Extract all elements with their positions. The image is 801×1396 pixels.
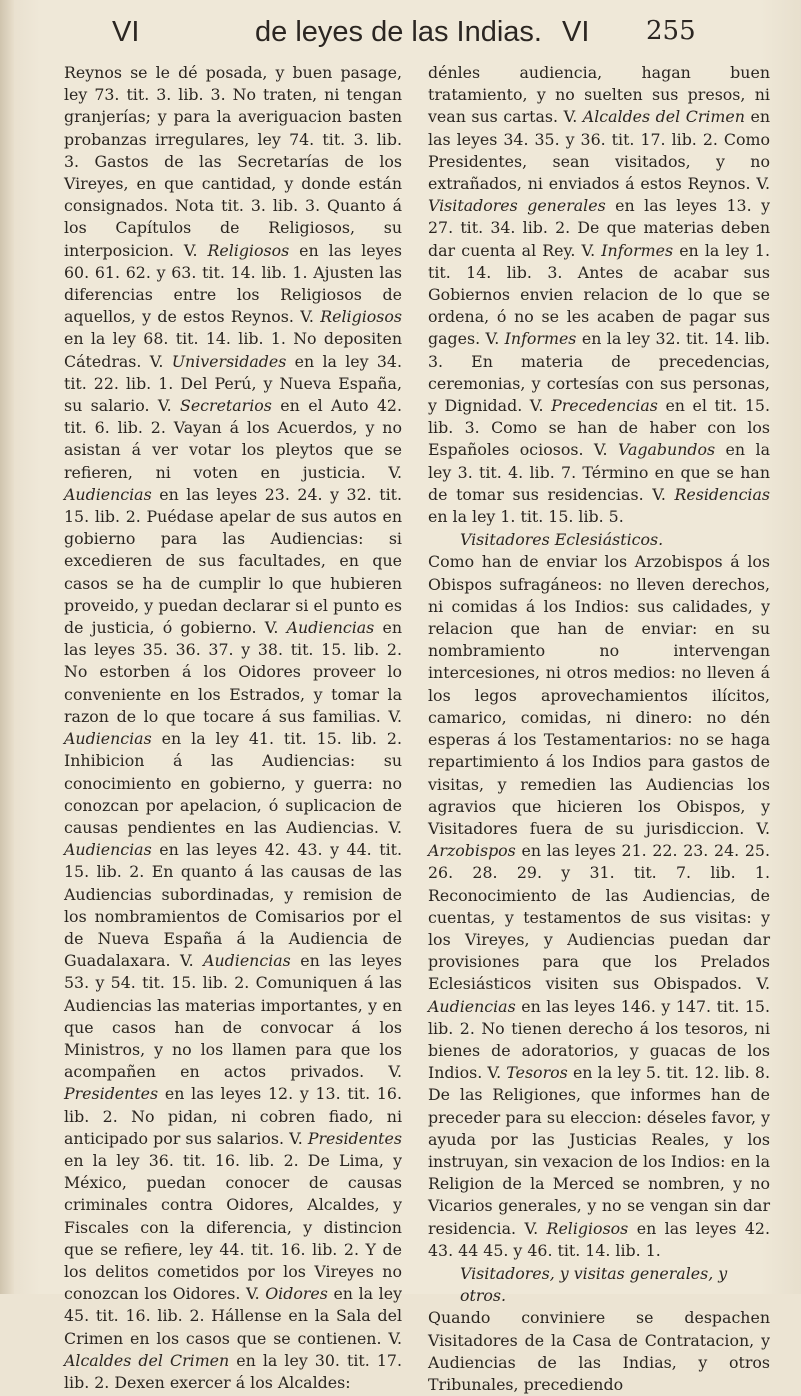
text-run: en la ley 32. tit. 14. lib. 3. En materia de precedencias, ceremonias, y cortesías con sus personas, y Dignidad. V. (428, 329, 770, 416)
left-column (64, 62, 402, 1394)
text-run: en las leyes 21. 22. 23. 24. 25. 26. 28. 29. y 31. tit. 7. lib. 1. Reconocimiento de las Audiencias, de cuentas, y testamentos de sus visitas: y los Vireyes, y Audiencias puedan dar provisiones para que los Prelados Eclesiásticos visiten sus Obispados. V. (428, 841, 770, 994)
italic-reference: Presidentes (64, 1084, 159, 1104)
italic-reference: Oidores (265, 1284, 328, 1304)
paragraph (428, 1307, 770, 1396)
paragraph (64, 62, 402, 1394)
text-run: en las leyes 146. y 147. tit. 15. lib. 2. No tienen derecho á los tesoros, ni bienes de adoratorios, y guacas de los Indios. V. (428, 996, 770, 1083)
italic-reference: Precedencias (551, 396, 658, 416)
section-subheading (428, 529, 770, 551)
text-run: en la ley 1. tit. 14. lib. 3. Antes de acabar sus Gobiernos envien relacion de lo que se ordena, ó no se les acaben de pagar sus gages. V. (428, 240, 770, 349)
running-header (70, 6, 770, 56)
italic-reference: Audiencias (428, 996, 516, 1016)
text-run: en las leyes 12. y 13. tit. 16. lib. 2. No pidan, ni cobren fiado, ni anticipado por sus salarios. V. (64, 1084, 402, 1148)
text-run: en las leyes 60. 61. 62. y 63. tit. 14. lib. 1. Ajusten las diferencias entre los Religiosos de aquellos, y de estos Reynos. V. (64, 240, 402, 327)
text-run: en las leyes 35. 36. 37. y 38. tit. 15. lib. 2. No estorben á los Oidores proveer lo conveniente en los Estrados, y tomar la razon de lo que tocare á sus familias. V. (64, 618, 403, 726)
header-section-right: VI (562, 16, 590, 48)
italic-reference: Religiosos (320, 307, 402, 327)
text-run: en el Auto 42. tit. 6. lib. 2. Vayan á los Acuerdos, y no asistan á ver votar los pleytos que se refieren, ni voten en justicia. V. (64, 396, 402, 482)
text-run: en el tit. 15. lib. 3. Como se han de haber con los Españoles ociosos. V. (428, 396, 770, 460)
italic-reference: Visitadores generales (428, 196, 606, 216)
page-number: 255 (646, 16, 696, 46)
italic-reference: Arzobispos (428, 841, 516, 861)
italic-reference: Informes (601, 240, 674, 260)
italic-reference: Religiosos (207, 240, 290, 260)
section-subheading (428, 1263, 770, 1307)
text-run: Reynos se le dé posada, y buen pasage, ley 73. tit. 3. lib. 3. No traten, ni tengan granjerías; y para la averiguacion basten probanzas irregulares, ley 74. tit. 3. lib. 3. Gastos de las Secretarías de los Vireyes, en que cantidad, y donde están consignados. Nota tit. 3. lib. 3. Quanto á los Capítulos de Religiosos, su interposicion. V. (64, 63, 402, 260)
paragraph (428, 62, 770, 528)
italic-reference: Presidentes (307, 1128, 402, 1148)
text-run: en las leyes 42. 43. 44 45. y 46. tit. 14. lib. 1. (428, 1218, 770, 1260)
text-run: Como han de enviar los Arzobispos á los Obispos sufragáneos: no lleven derechos, ni comidas á los Indios: sus calidades, y relacion que han de enviar: en su nombramiento no intervengan intercesiones, ni otros medios: no lleven á los legos aprovechamientos ilícitos, camarico, comidas, ni dinero: no dén esperas á los Testamentarios: no se haga repartimiento á los Indios para gastos de visitas, y remedien las Audiencias los agravios que hicieren los Obispos, y Visitadores fuera de su jurisdiccion. V. (428, 552, 770, 838)
italic-reference: Audiencias (286, 618, 375, 638)
text-run: en las leyes 23. 24. y 32. tit. 15. lib. 2. Puédase apelar de sus autos en gobierno para las Audiencias: si excedieren de sus facultades, en que casos se ha de cumplir lo que hubieren proveido, y puedan declarar si el punto es de justicia, ó gobierno. V. (64, 484, 402, 638)
text-run: en las leyes 42. 43. y 44. tit. 15. lib. 2. En quanto á las causas de las Audiencias subordinadas, y remision de los nombramientos de Comisarios por el de Nueva España á la Audiencia de Guadalaxara. V. (64, 840, 402, 971)
text-run: dénles audiencia, hagan buen tratamiento, y no suelten sus presos, ni vean sus cartas. V. (428, 63, 770, 127)
text-run: en la ley 41. tit. 15. lib. 2. Inhibicion á las Audiencias: su conocimiento en gobierno, y guerra: no conozcan por apelacion, ó suplicacion de causas pendientes en las Audiencias. V. (64, 729, 402, 837)
text-run: en la ley 45. tit. 16. lib. 2. Hállense en la Sala del Crimen en los casos que se contienen. V. (64, 1284, 402, 1348)
text-run: en la ley 36. tit. 16. lib. 2. De Lima, y México, puedan conocer de causas criminales contra Oidores, Alcaldes, y Fiscales con la diferencia, y distincion que se refiere, ley 44. tit. 16. lib. 2. Y de los delitos cometidos por los Vireyes no conozcan los Oidores. V. (64, 1150, 402, 1304)
text-run: en la ley 68. tit. 14. lib. 1. No depositen Cátedras. V. (64, 329, 402, 371)
italic-reference: Secretarios (180, 396, 272, 416)
italic-reference: Alcaldes del Crimen (64, 1350, 230, 1370)
text-run: Visitadores Eclesiásticos. (460, 530, 664, 550)
italic-reference: Audiencias (64, 729, 152, 749)
text-run: en la ley 3. tit. 4. lib. 7. Término en que se han de tomar sus residencias. V. (428, 440, 770, 504)
italic-reference: Tesoros (506, 1063, 568, 1083)
italic-reference: Visitadores, y visitas generales, y otros. (460, 1263, 728, 1306)
text-run: en las leyes 53. y 54. tit. 15. lib. 2. Comuniquen á las Audiencias las materias importantes, y en que casos han de convocar á los Ministros, y no los llamen para que los acompañen en actos privados. V. (64, 951, 402, 1082)
text-run: en las leyes 34. 35. y 36. tit. 17. lib. 2. Como Presidentes, sean visitados, y no extrañados, ni enviados á estos Reynos. V. (428, 107, 771, 194)
text-run: en la ley 5. tit. 12. lib. 8. De las Religiones, que informes han de preceder para su eleccion: déseles favor, y ayuda por las Justicias Reales, y los instruyan, sin vexacion de los Indios: en la Religion de la Merced se nombren, y no Vicarios generales, y no se vengan sin dar residencia. V. (428, 1063, 770, 1238)
italic-reference: Religiosos (546, 1218, 629, 1238)
italic-reference: Audiencias (64, 484, 152, 504)
page-gutter (0, 0, 14, 1294)
text-run: en la ley 30. tit. 17. lib. 2. Dexen exercer á los Alcaldes: (64, 1350, 402, 1392)
header-section-left: VI (112, 16, 140, 48)
text-run: en las leyes 13. y 27. tit. 34. lib. 2. De que materias deben dar cuenta al Rey. V. (428, 196, 770, 260)
italic-reference: Vagabundos (618, 440, 716, 460)
italic-reference: Audiencias (203, 951, 291, 971)
italic-reference: Audiencias (64, 840, 152, 860)
text-run: en la ley 1. tit. 15. lib. 5. (428, 507, 624, 527)
text-run: en la ley 34. tit. 22. lib. 1. Del Perú, y Nueva España, su salario. V. (64, 351, 402, 416)
paragraph (428, 551, 770, 1262)
right-column (428, 62, 770, 1396)
italic-reference: Informes (504, 329, 577, 349)
italic-reference: Universidades (171, 351, 287, 371)
italic-reference: Residencias (674, 484, 770, 504)
italic-reference: Alcaldes del Crimen (582, 107, 745, 127)
text-run: Quando conviniere se despachen Visitadores de la Casa de Contratacion, y Audiencias de las Indias, y otros Tribunales, precediendo (428, 1308, 770, 1394)
header-title: de leyes de las Indias. (255, 16, 542, 48)
